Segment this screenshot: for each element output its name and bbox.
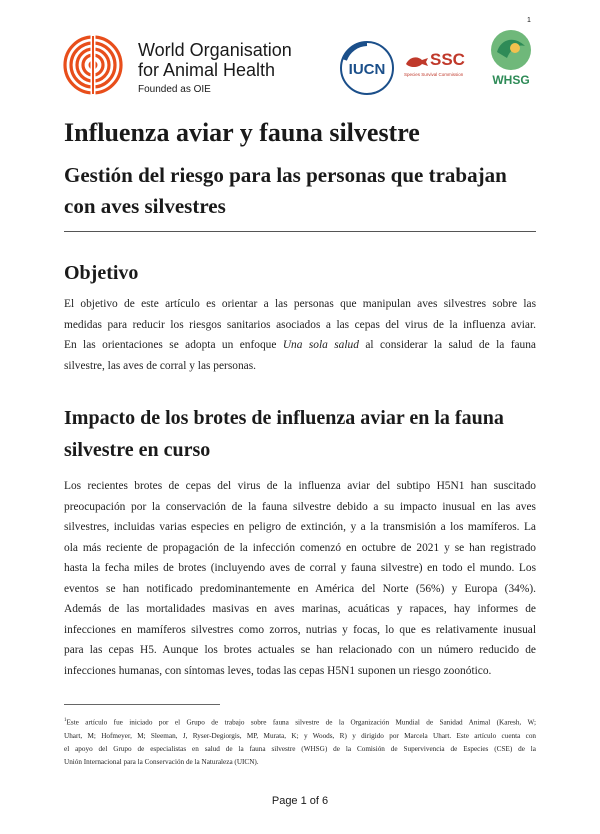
paragraph-line: silvestre, las aves de corral y las personas. xyxy=(64,359,256,372)
iucn-logo xyxy=(337,38,397,98)
impact-heading: Impacto de los brotes de influenza aviar en la fauna silvestre en curso xyxy=(64,407,504,461)
footnote xyxy=(64,714,536,769)
footnote-divider xyxy=(64,704,220,705)
paragraph-line: El objetivo de este artículo es orientar a las personas que manipulan aves silvestres sobre las xyxy=(64,298,536,310)
page-title: Influenza aviar y fauna silvestre xyxy=(64,118,420,147)
line-text: En las orientaciones se adopta un enfoque xyxy=(64,339,283,351)
objective-heading: Objetivo xyxy=(64,262,139,284)
oie-wordmark xyxy=(138,40,292,97)
oie-line2: for Animal Health xyxy=(138,60,276,80)
paragraph-line: infecciones humanas, con síntomas leves, todas las cepas H5N1 suponen un riesgo zoonótico. xyxy=(64,664,492,677)
page-subtitle: Gestión del riesgo para las personas que trabajan con aves silvestres xyxy=(64,163,507,218)
whsg-logo xyxy=(485,28,537,100)
line-text: al considerar la salud de la fauna xyxy=(358,339,536,351)
footnote-mark: 1 xyxy=(64,718,67,723)
objective-paragraph xyxy=(64,294,536,376)
header-footnote-mark: 1 xyxy=(527,17,531,24)
iucn-label: IUCN xyxy=(348,61,386,78)
paragraph-line: eventos se han notificado predominantemente en América del Norte (56%) y Europa (34%). xyxy=(64,582,536,595)
paragraph-line: hasta la fecha miles de brotes (incluyendo aves de corral y fauna silvestre) en todo el mundo. Los xyxy=(64,562,536,574)
ssc-animal-icon xyxy=(404,52,430,70)
page-number: Page 1 of 6 xyxy=(271,795,329,807)
ssc-label: SSC xyxy=(430,50,465,69)
oie-line1: World Organisation xyxy=(138,40,292,60)
paragraph-line: preocupación por la conservación de la fauna silvestre debido a su impacto inusual en las aves xyxy=(64,500,536,513)
ssc-subtitle: Species Survival Commission xyxy=(404,72,464,77)
paragraph-line: ola más reciente de propagación de la infección comenzó en octubre de 2021 y se han registrado xyxy=(64,541,536,554)
ssc-logo xyxy=(404,50,480,84)
one-health-term: Una sola salud xyxy=(282,339,359,351)
paragraph-line: infecciones en mamíferos silvestres como zorros, nutrias y focas, lo que es relativamente inusual xyxy=(64,623,536,636)
whsg-label: WHSG xyxy=(492,73,530,87)
footnote-line: Uhart, M; Hofmeyer, M; Sleeman, J, Ryser-Degiorgis, MP, Murata, K; y Woods, R) y dirigido por Marcela Uhart. Este artículo cuenta con xyxy=(64,731,536,740)
footnote-text: Este artículo fue iniciado por el Grupo de trabajo sobre fauna silvestre de la Organización Mundial de Sanidad Animal (Karesh, W; xyxy=(66,718,536,727)
footnote-line: Unión Internacional para la Conservación de la Naturaleza (UICN). xyxy=(64,758,259,766)
paragraph-line xyxy=(64,335,536,356)
footnote-line xyxy=(64,714,536,730)
title-divider xyxy=(64,231,536,232)
paragraph-line: silvestres, incluidas varias especies en peligro de extinción, y a la transmisión a los mamíferos. La xyxy=(64,521,536,533)
paragraph-line: para las cepas H5. Aunque los brotes actuales se han relacionado con un número reducido de xyxy=(64,644,536,656)
oie-line3: Founded as OIE xyxy=(138,84,211,95)
paragraph-line: Los recientes brotes de cepas del virus de la influenza aviar del subtipo H5N1 han suscitado xyxy=(64,480,536,492)
paragraph-line: medidas para reducir los riesgos sanitarios asociados a las cepas del virus de la influenza aviar. xyxy=(64,318,536,331)
paragraph-line: Además de las mortalidades masivas en aves marinas, acuáticas y rapaces, hay informes de xyxy=(64,603,536,615)
impact-paragraph xyxy=(64,476,536,681)
footnote-line: el apoyo del Grupo de especialistas en salud de la fauna silvestre (WHSG) de la Comisión de Supervivencia de Especies (CSE) de la xyxy=(64,744,536,753)
oie-logo xyxy=(62,34,124,96)
